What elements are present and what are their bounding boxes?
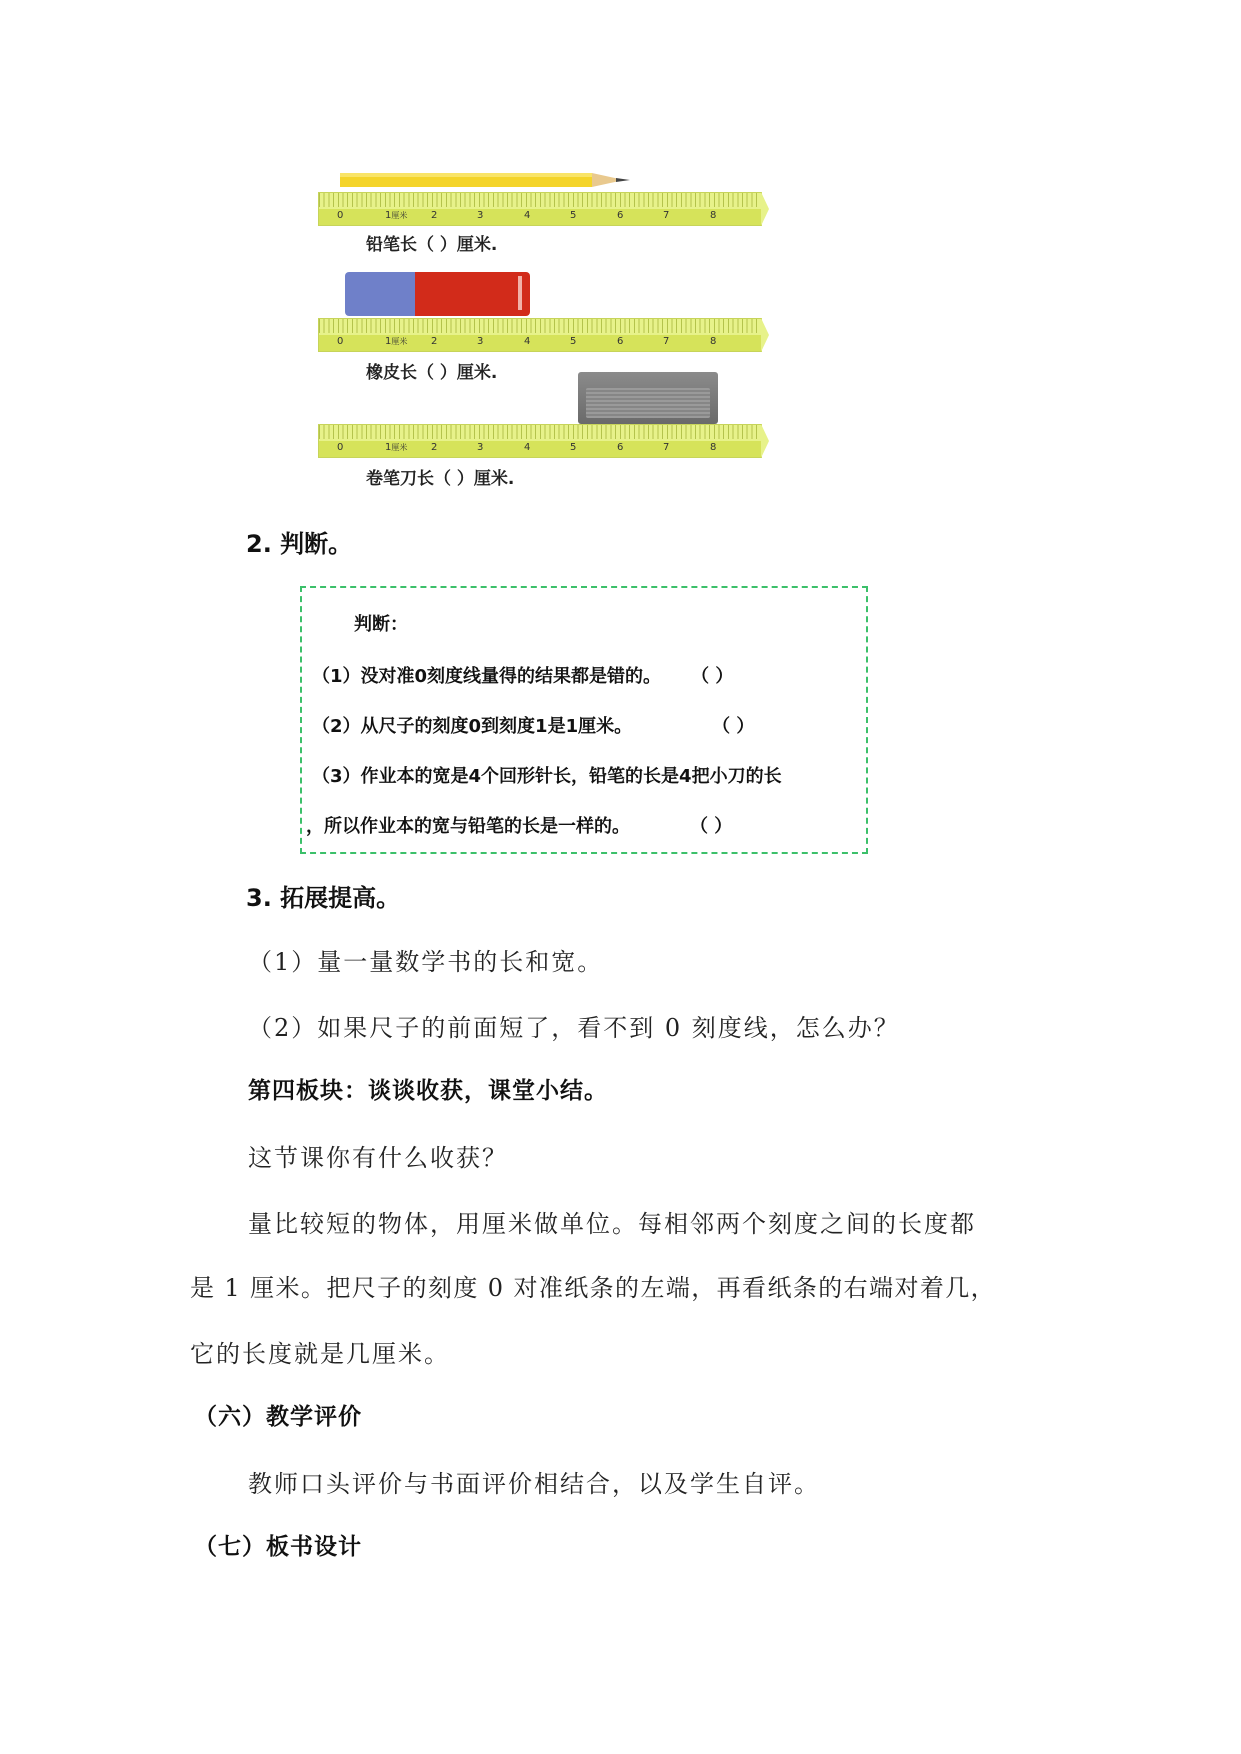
ruler-number: 5 (570, 442, 577, 453)
question-2: （2）如果尺子的前面短了，看不到 0 刻度线，怎么办？ (248, 1014, 900, 1042)
section-6-title: （六）教学评价 (194, 1404, 362, 1430)
ruler-number: 4 (524, 210, 531, 221)
ruler-number: 8 (710, 442, 717, 453)
ruler-number: 7 (663, 336, 670, 347)
question-1: （1）量一量数学书的长和宽。 (248, 948, 604, 976)
ruler-number: 6 (617, 442, 624, 453)
judgement-item-3: （3）作业本的宽是4个回形针长，铅笔的长是4把小刀的长 (312, 766, 782, 787)
ruler-number: 3 (477, 210, 484, 221)
ruler-number: 8 (710, 336, 717, 347)
ruler-number: 7 (663, 442, 670, 453)
ruler-number: 0 (337, 210, 344, 221)
eraser-image (345, 272, 530, 316)
ruler-number: 5 (570, 210, 577, 221)
summary-question: 这节课你有什么收获？ (248, 1144, 508, 1172)
ruler-number: 0 (337, 442, 344, 453)
ruler-number: 0 (337, 336, 344, 347)
summary-line-1: 量比较短的物体，用厘米做单位。每相邻两个刻度之间的长度都 (248, 1210, 976, 1238)
summary-line-2: 是 1 厘米。把尺子的刻度 0 对准纸条的左端，再看纸条的右端对着几， (190, 1274, 997, 1302)
evaluation-text: 教师口头评价与书面评价相结合，以及学生自评。 (248, 1470, 820, 1498)
ruler-number: 1厘米 (385, 336, 408, 347)
ruler-number: 4 (524, 442, 531, 453)
judgement-item-2: （2）从尺子的刻度0到刻度1是1厘米。 （ ） (312, 716, 755, 737)
sharpener-caption: 卷笔刀长（ ）厘米. (366, 469, 515, 489)
ruler-number: 4 (524, 336, 531, 347)
judgement-title: 判断： (354, 614, 408, 635)
ruler-number: 2 (431, 210, 438, 221)
ruler-number: 6 (617, 210, 624, 221)
ruler-number: 7 (663, 210, 670, 221)
section-3-heading: 3. 拓展提高。 (246, 884, 401, 912)
ruler-number: 2 (431, 336, 438, 347)
summary-line-3: 它的长度就是几厘米。 (190, 1340, 450, 1368)
ruler-number: 6 (617, 336, 624, 347)
eraser-caption: 橡皮长（ ）厘米. (366, 363, 498, 383)
judgement-box (300, 586, 868, 854)
ruler-number: 1厘米 (385, 210, 408, 221)
judgement-item-1: （1）没对准0刻度线量得的结果都是错的。 （ ） (312, 666, 734, 687)
section-7-title: （七）板书设计 (194, 1534, 362, 1560)
sharpener-image (578, 372, 718, 424)
ruler-number: 3 (477, 442, 484, 453)
ruler-number: 3 (477, 336, 484, 347)
ruler-number: 2 (431, 442, 438, 453)
pencil-caption: 铅笔长（ ）厘米. (366, 235, 498, 255)
ruler-number: 1厘米 (385, 442, 408, 453)
ruler-number: 8 (710, 210, 717, 221)
section-4-title: 第四板块：谈谈收获，课堂小结。 (248, 1078, 608, 1104)
ruler-number: 5 (570, 336, 577, 347)
pencil-image (340, 172, 630, 188)
section-2-heading: 2. 判断。 (246, 530, 353, 558)
judgement-item-3-cont: ，所以作业本的宽与铅笔的长是一样的。 （ ） (306, 816, 733, 837)
